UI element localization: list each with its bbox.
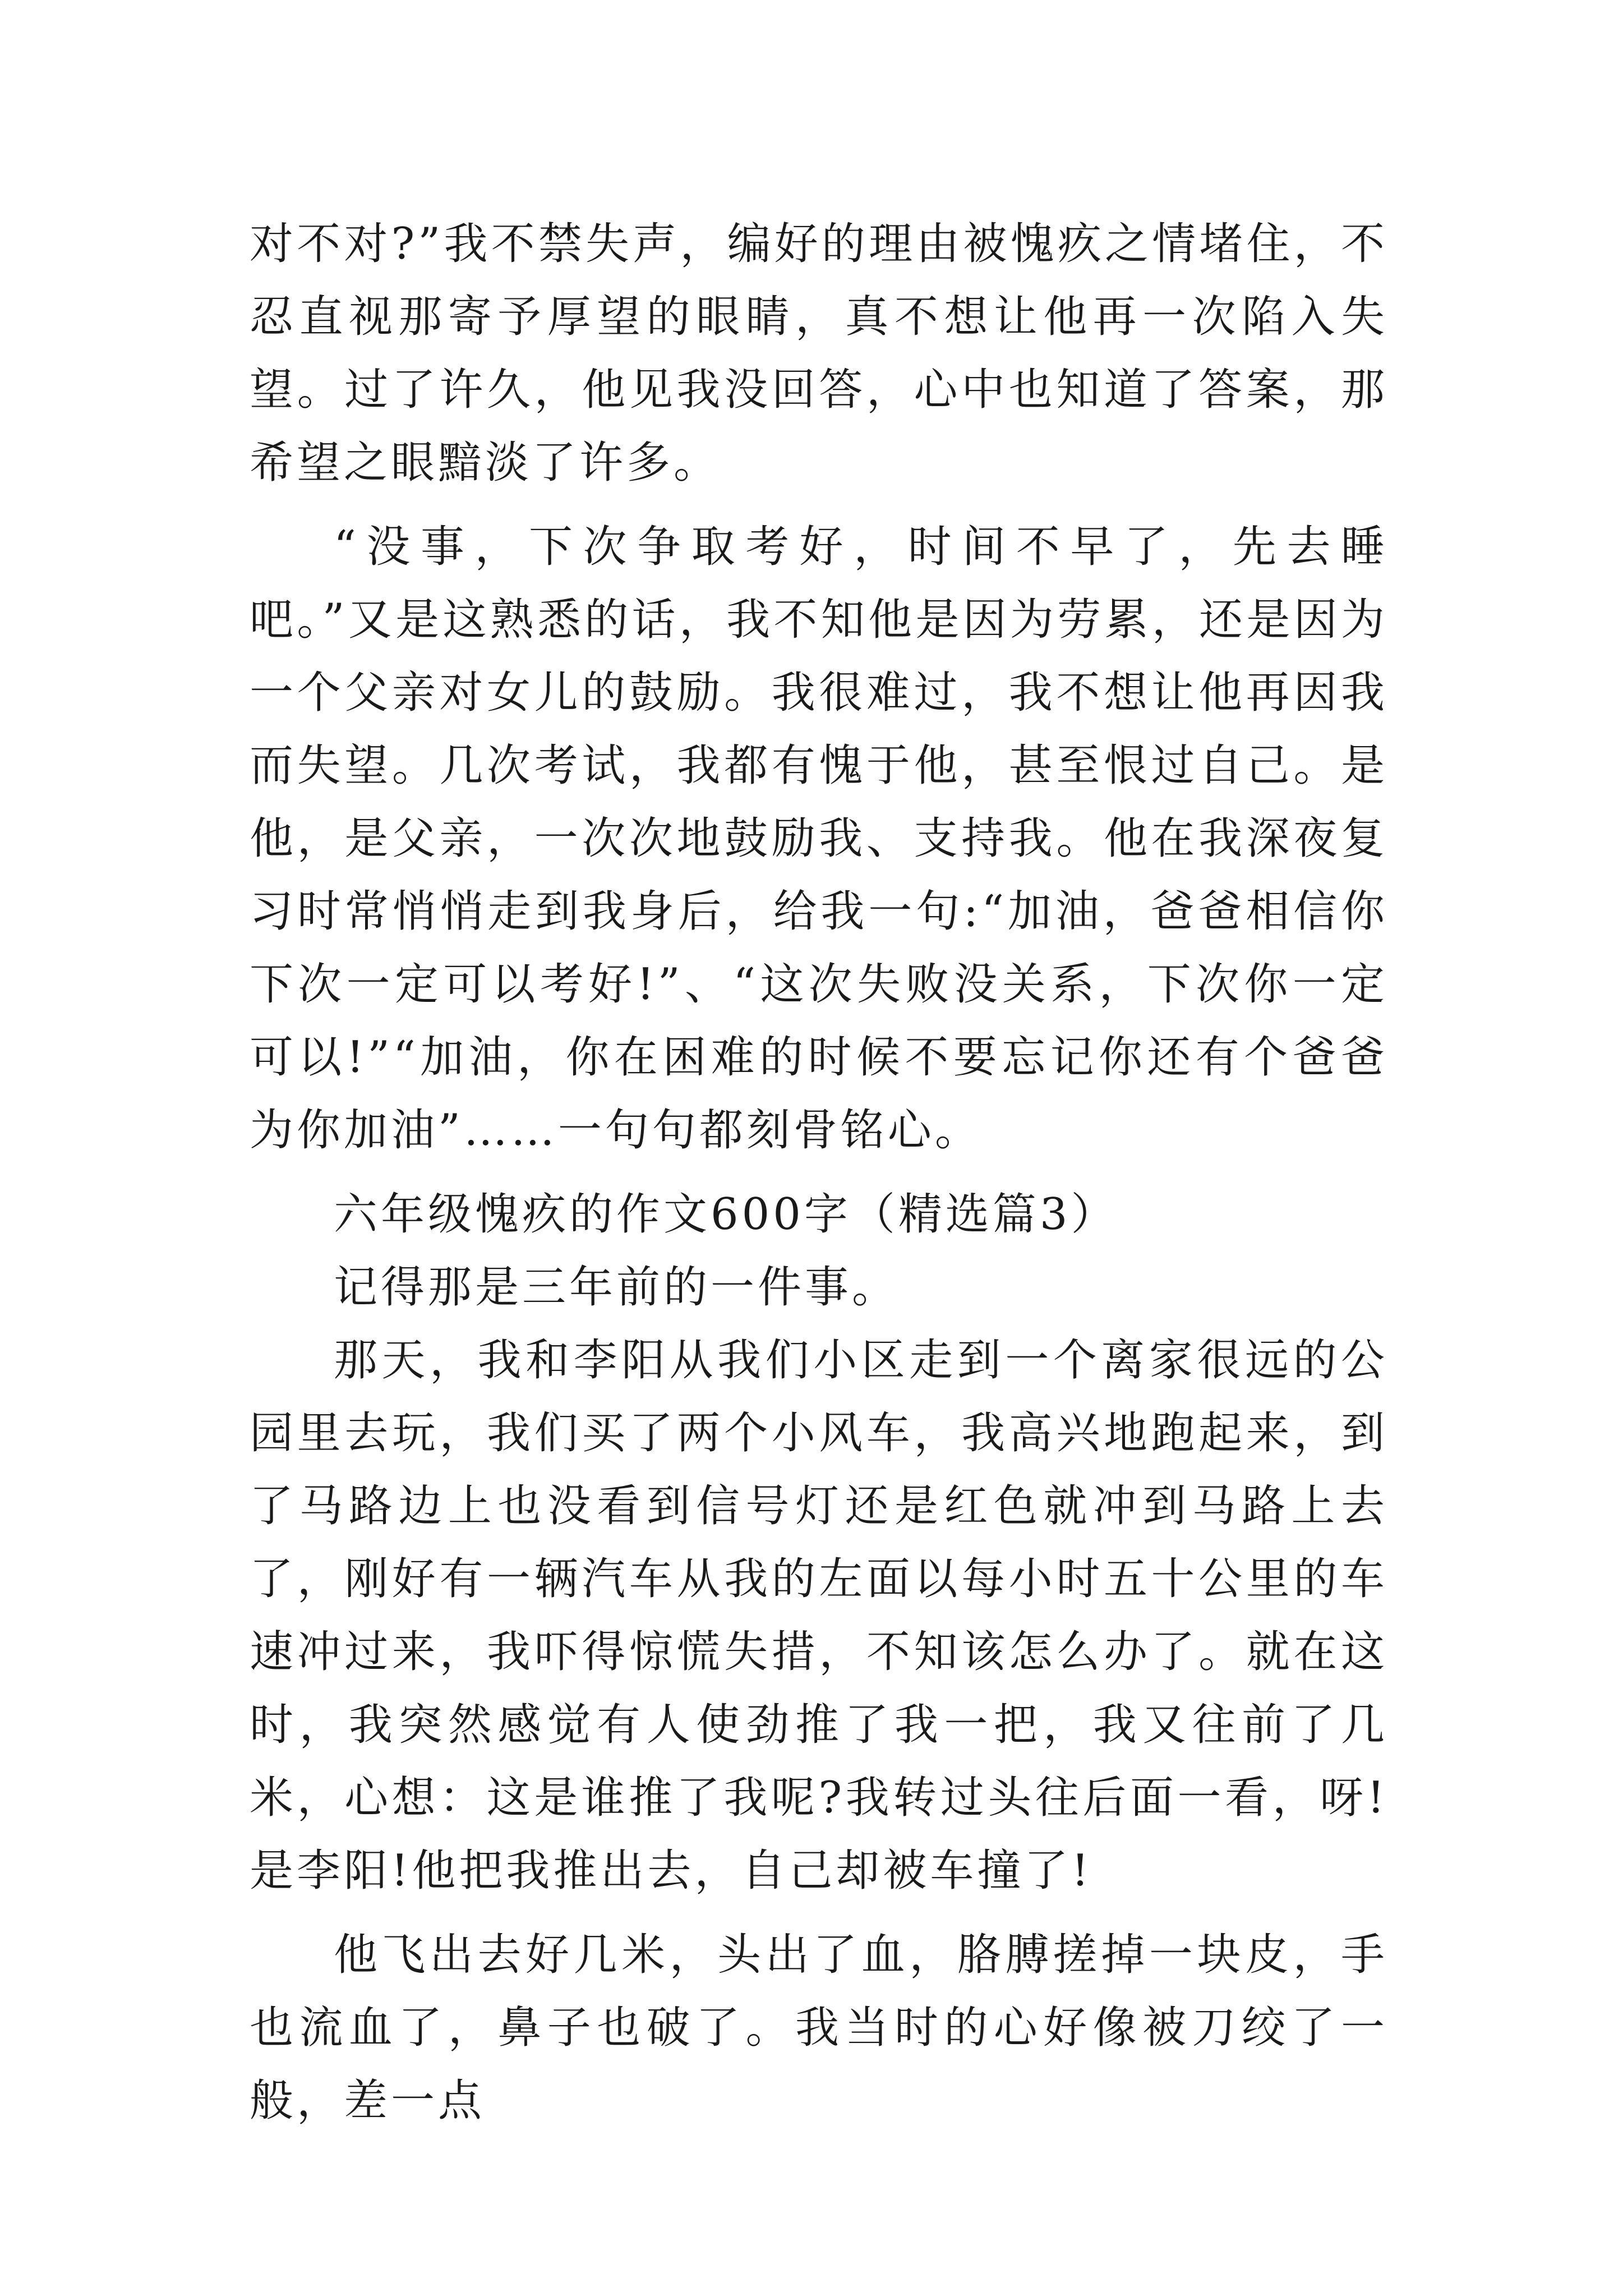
paragraph-2: “没事，下次争取考好，时间不早了，先去睡吧。”又是这熟悉的话，我不知他是因为劳累，还是因为一个父亲对女儿的鼓励。我很难过，我不想让他再因我而失望。几次考试，我都有愧于他，甚至恨过自己。是他，是父亲，一次次地鼓励我、支持我。他在我深夜复习时常悄悄走到我身后，给我一句:“加油，爸爸相信你下次一定可以考好!”、“这次失败没关系，下次你一定可以!”“加油，你在困难的时候不要忘记你还有个爸爸为你加油”……一句句都刻骨铭心。 <box>250 522 1388 1156</box>
paragraph-5: 他飞出去好几米，头出了血，胳膊搓掉一块皮，手也流血了，鼻子也破了。我当时的心好像被刀绞了一般，差一点 <box>250 1930 1388 2126</box>
paragraph-4: 那天，我和李阳从我们小区走到一个离家很远的公园里去玩，我们买了两个小风车，我高兴地跑起来，到了马路边上也没看到信号灯还是红色就冲到马路上去了，刚好有一辆汽车从我的左面以每小时五十公里的车速冲过来，我吓得惊慌失措，不知该怎么办了。就在这时，我突然感觉有人使劲推了我一把，我又往前了几米，心想：这是谁推了我呢?我转过头往后面一看，呀!是李阳!他把我推出去，自己却被车撞了! <box>250 1335 1388 1896</box>
section-heading: 六年级愧疚的作文600字（精选篇3） <box>334 1189 1118 1240</box>
paragraph-3: 记得那是三年前的一件事。 <box>334 1262 900 1313</box>
document-body <box>250 208 1388 2148</box>
paragraph-1: 对不对?”我不禁失声，编好的理由被愧疚之情堵住，不忍直视那寄予厚望的眼睛，真不想让他再一次陷入失望。过了许久，他见我没回答，心中也知道了答案，那希望之眼黯淡了许多。 <box>250 219 1388 488</box>
